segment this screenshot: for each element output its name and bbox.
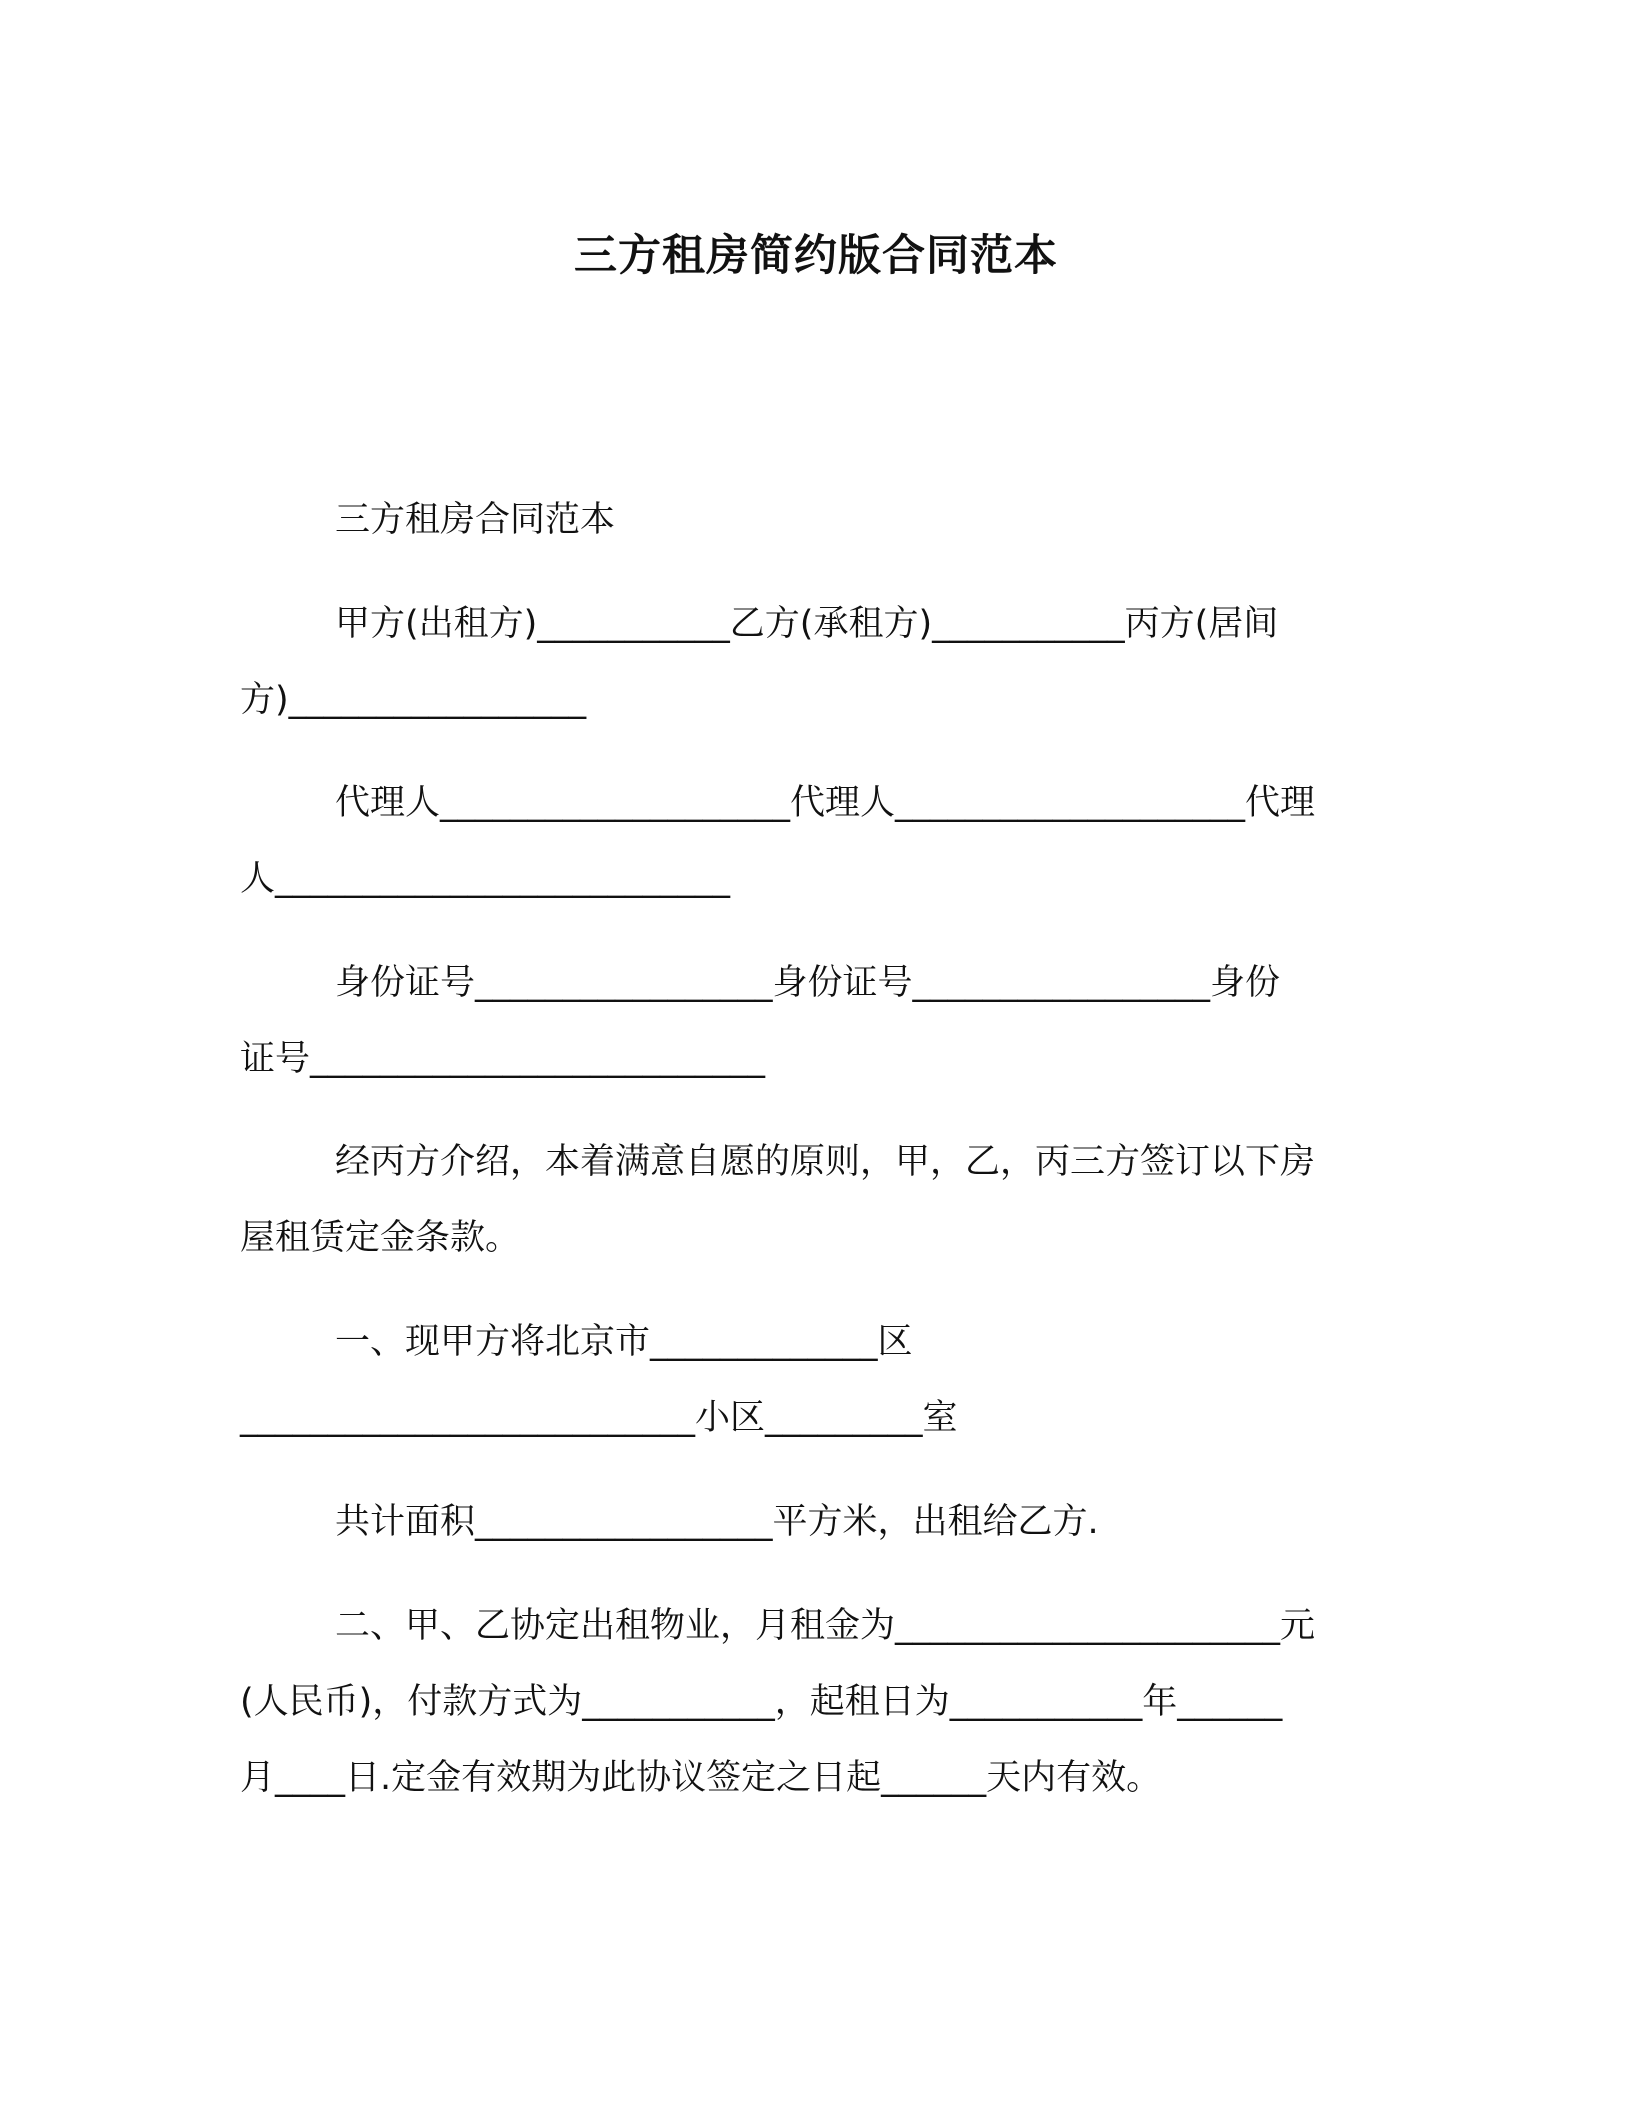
- parties-line-1: 甲方(出租方)___________乙方(承租方)___________丙方(居间: [335, 604, 1279, 644]
- area-line: 共计面积_________________平方米，出租给乙方.: [335, 1502, 1099, 1542]
- document-title: 三方租房简约版合同范本: [574, 231, 1058, 281]
- clause-2-line-1: 二、甲、乙协定出租物业，月租金为______________________元: [335, 1606, 1316, 1646]
- intro-paragraph-line-2: 屋租赁定金条款。: [240, 1218, 521, 1258]
- subtitle-line: 三方租房合同范本: [335, 500, 616, 540]
- agent-line-2: 人__________________________: [240, 859, 731, 899]
- agent-line-1: 代理人____________________代理人____________________代理: [335, 783, 1316, 823]
- clause-2-line-3: 月____日.定金有效期为此协议签定之日起______天内有效。: [240, 1758, 1162, 1798]
- id-number-line-1: 身份证号_________________身份证号_________________身份: [335, 963, 1281, 1003]
- intro-paragraph-line-1: 经丙方介绍，本着满意自愿的原则，甲，乙，丙三方签订以下房: [335, 1142, 1316, 1182]
- parties-line-2: 方)_________________: [240, 680, 587, 720]
- clause-1-line-1: 一、现甲方将北京市_____________区: [335, 1322, 913, 1362]
- clause-1-line-2: __________________________小区_________室: [240, 1398, 958, 1438]
- id-number-line-2: 证号__________________________: [240, 1039, 766, 1079]
- clause-2-line-2: (人民币)，付款方式为___________，起租日为___________年______: [240, 1682, 1283, 1722]
